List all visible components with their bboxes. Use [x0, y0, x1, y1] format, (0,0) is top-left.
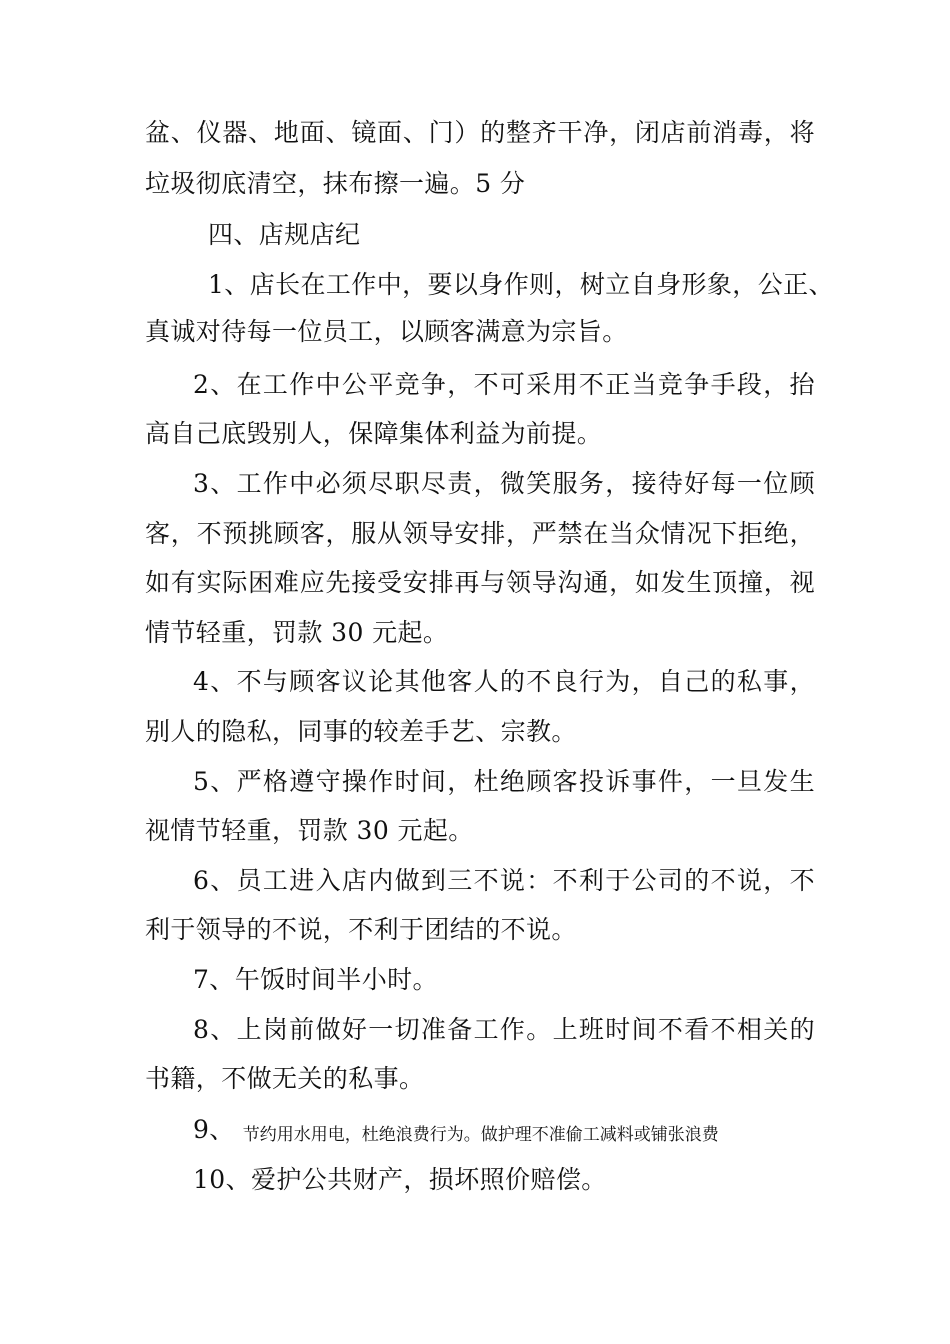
rule-9-line: [193, 1114, 815, 1151]
rule-10-line: 10、爱护公共财产，损坏照价赔偿。: [193, 1165, 607, 1194]
rule-8-line: 书籍，不做无关的私事。: [145, 1064, 425, 1093]
rule-5-line: 视情节轻重，罚款 30 元起。: [145, 816, 474, 845]
rule-6-line: 6、员工进入店内做到三不说：不利于公司的不说，不: [193, 866, 815, 895]
rule-9-text: 节约用水用电，杜绝浪费行为。做护理不准偷工减料或铺张浪费: [242, 1125, 719, 1145]
paragraph-line: 盆、仪器、地面、镜面、门）的整齐干净，闭店前消毒，将: [145, 118, 815, 147]
rule-4-line: 别人的隐私，同事的较差手艺、宗教。: [145, 717, 577, 746]
section-heading: 四、店规店纪: [208, 220, 361, 249]
rule-9-number: 9、: [193, 1115, 235, 1144]
rule-4-line: 4、不与顾客议论其他客人的不良行为，自己的私事，: [193, 667, 815, 696]
rule-3-line: 情节轻重，罚款 30 元起。: [145, 618, 449, 647]
rule-7-line: 7、午饭时间半小时。: [193, 965, 438, 994]
rule-3-line: 3、工作中必须尽职尽责，微笑服务，接待好每一位顾: [193, 469, 815, 498]
rule-1-line: 1、店长在工作中，要以身作则，树立自身形象，公正、: [208, 270, 834, 299]
rule-3-line: 如有实际困难应先接受安排再与领导沟通，如发生顶撞，视: [145, 568, 815, 597]
rule-2-line: 高自己底毁别人，保障集体利益为前提。: [145, 419, 603, 448]
rule-5-line: 5、严格遵守操作时间，杜绝顾客投诉事件，一旦发生: [193, 767, 815, 796]
rule-2-line: 2、在工作中公平竞争，不可采用不正当竞争手段，抬: [193, 370, 815, 399]
paragraph-line: 垃圾彻底清空，抹布擦一遍。5 分: [145, 169, 526, 198]
rule-1-line: 真诚对待每一位员工，以顾客满意为宗旨。: [145, 317, 628, 346]
rule-3-line: 客，不预挑顾客，服从领导安排，严禁在当众情况下拒绝，: [145, 519, 815, 548]
rule-8-line: 8、上岗前做好一切准备工作。上班时间不看不相关的: [193, 1015, 815, 1044]
rule-6-line: 利于领导的不说，不利于团结的不说。: [145, 915, 577, 944]
